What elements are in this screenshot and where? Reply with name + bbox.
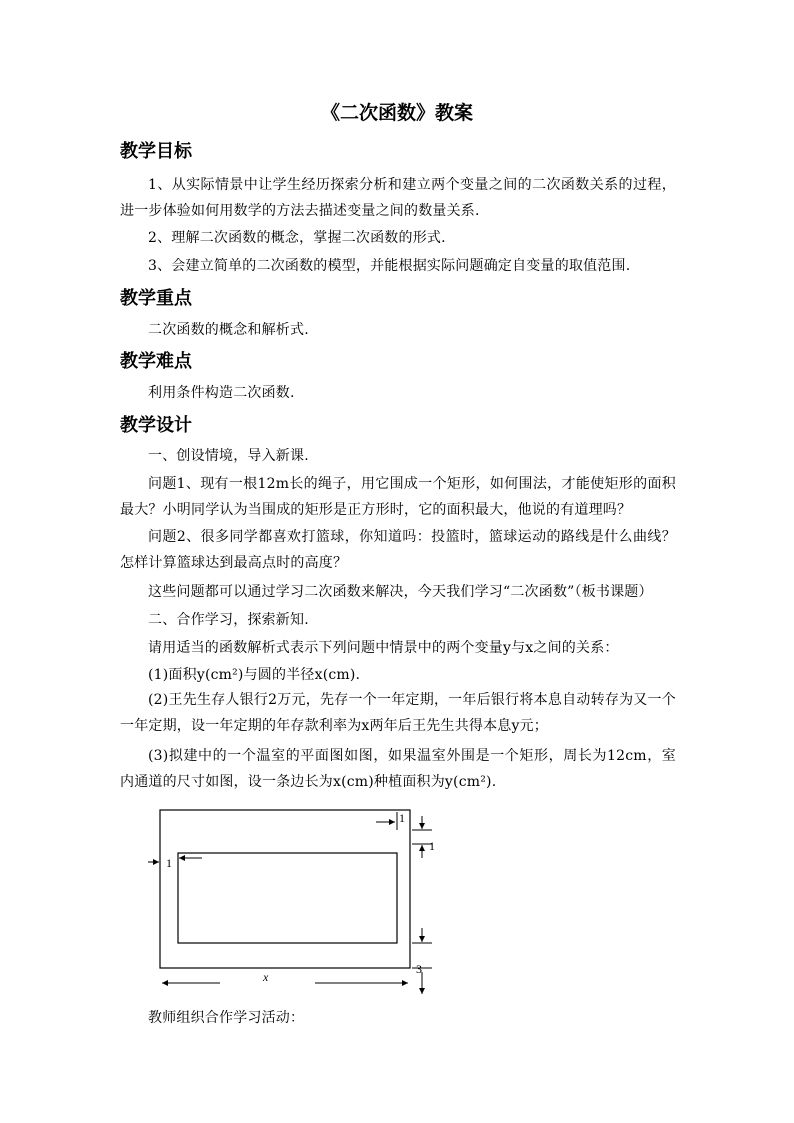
dimension-label-bottom: 3 xyxy=(416,962,422,976)
design-paragraph-1: 一、创设情境，导入新课. xyxy=(148,448,309,464)
design-paragraph-9: (3)拟建中的一个温室的平面图如图，如果温室外围是一个矩形，周长为12cm，室内通道的尺寸如图，设一条边长为x(cm)种植面积为y(cm²). xyxy=(120,748,676,790)
document-title: 《二次函数》教案 xyxy=(320,102,473,124)
section-heading-goals: 教学目标 xyxy=(120,141,192,162)
greenhouse-floor-plan-figure xyxy=(140,800,450,1005)
goal-item-3: 3、会建立简单的二次函数的模型，并能根据实际问题确定自变量的取值范围. xyxy=(148,258,631,274)
inner-rectangle xyxy=(178,853,397,943)
design-paragraph-2: 问题1、现有一根12m长的绳子，用它围成一个矩形，如何围法，才能使矩形的面积最大？小明同学认为当围成的矩形是正方形时，它的面积最大，他说的有道理吗？ xyxy=(120,476,676,518)
design-paragraph-5: 二、合作学习，探索新知. xyxy=(148,612,309,628)
difficulties-text: 利用条件构造二次函数. xyxy=(148,385,295,401)
section-heading-design: 教学设计 xyxy=(120,415,192,436)
design-paragraph-6: 请用适当的函数解析式表示下列问题中情景中的两个变量y与x之间的关系： xyxy=(148,640,619,656)
section-heading-key-points: 教学重点 xyxy=(120,288,192,309)
key-points-text: 二次函数的概念和解析式. xyxy=(148,322,309,338)
design-paragraph-7: (1)面积y(cm²)与圆的半径x(cm). xyxy=(148,667,361,683)
section-heading-difficulties: 教学难点 xyxy=(120,351,192,372)
goal-item-1: 1、从实际情景中让学生经历探索分析和建立两个变量之间的二次函数关系的过程，进一步体验如何用数学的方法去描述变量之间的数量关系. xyxy=(120,177,676,219)
dimension-label-left: 1 xyxy=(166,856,172,870)
design-paragraph-4: 这些问题都可以通过学习二次函数来解决，今天我们学习“二次函数”（板书课题） xyxy=(148,584,653,600)
design-paragraph-3: 问题2、很多同学都喜欢打篮球，你知道吗：投篮时，篮球运动的路线是什么曲线？怎样计算篮球达到最高点时的高度？ xyxy=(120,529,676,571)
dimension-label-top: 1 xyxy=(399,811,405,825)
outer-rectangle xyxy=(160,810,410,968)
dimension-label-x: x xyxy=(263,970,269,984)
design-after-figure: 教师组织合作学习活动： xyxy=(148,1010,305,1026)
goal-item-2: 2、理解二次函数的概念，掌握二次函数的形式. xyxy=(148,230,446,246)
dimension-label-right: 1 xyxy=(429,839,435,853)
design-paragraph-8: (2)王先生存人银行2万元，先存一个一年定期，一年后银行将本息自动转存为又一个一年定期，设一年定期的年存款利率为x两年后王先生共得本息y元； xyxy=(120,692,676,734)
